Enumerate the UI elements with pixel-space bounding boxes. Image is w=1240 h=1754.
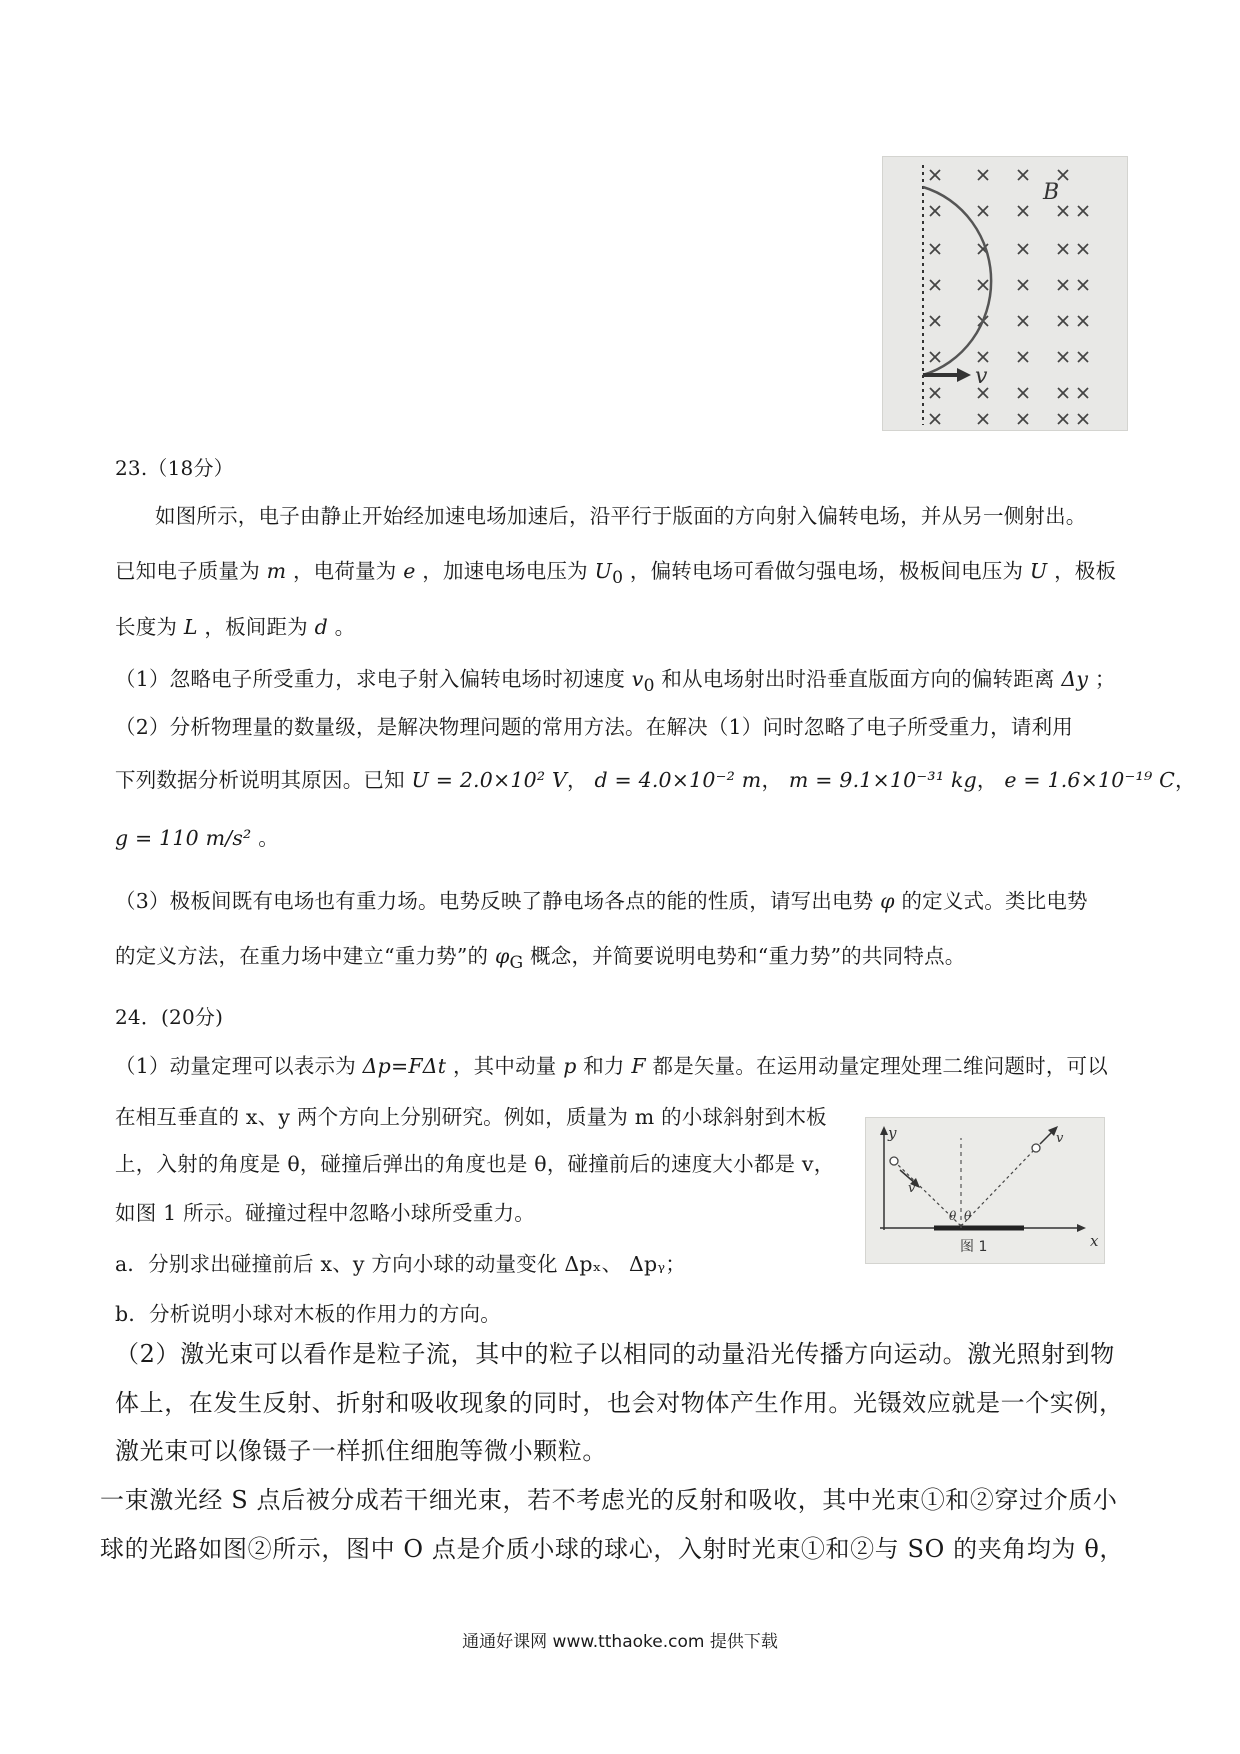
var-L: L (183, 615, 198, 639)
figure-1-caption: 图 1 (960, 1239, 988, 1255)
electron-path (923, 187, 991, 375)
label-x: x (1090, 1232, 1099, 1250)
text: 和力 (583, 1054, 625, 1078)
data-m: m = 9.1×10⁻³¹ kg (788, 768, 977, 792)
q24-sub1-line1 (115, 1051, 1108, 1081)
var-m: m (266, 559, 287, 583)
text: 。 (334, 615, 356, 639)
label-y: y (888, 1124, 897, 1142)
text: 的定义方法，在重力场中建立“重力势”的 (115, 944, 489, 968)
q23-sub2-line2 (115, 765, 1196, 795)
text: 长度为 (115, 615, 178, 639)
figure-1 (865, 1117, 1105, 1264)
ball-before (890, 1157, 898, 1165)
q23-sub1 (115, 664, 1116, 701)
q24-sub2-line5: 球的光路如图②所示，图中 O 点是介质小球的球心，入射时光束①和②与 SO 的夹角均为 θ， (100, 1535, 1124, 1563)
text: 已知电子质量为 (115, 559, 260, 583)
text: ，偏转电场可看做匀强电场，极板间电压为 (629, 559, 1024, 583)
q24-heading: 24．(20分) (115, 1005, 224, 1029)
var-phi: φ (880, 889, 895, 913)
text: ，电荷量为 (292, 559, 397, 583)
q24-sub1-a: a．分别求出碰撞前后 x、y 方向小球的动量变化 Δpₓ、 Δpᵧ； (115, 1252, 686, 1276)
text: ，其中动量 (452, 1054, 557, 1078)
q23-sub2-line3 (115, 823, 279, 853)
var-U: U (1029, 559, 1048, 583)
var-p: p (563, 1054, 577, 1078)
data-g: g = 110 m/s² (115, 826, 252, 850)
var-U0: U (594, 559, 613, 583)
ball-after (1032, 1144, 1040, 1152)
text: ，板间距为 (204, 615, 308, 639)
var-dy: Δy (1061, 667, 1089, 691)
subscript: 0 (612, 568, 624, 589)
magnetic-field-figure (882, 156, 1128, 431)
q24-sub1-line2: 在相互垂直的 x、y 两个方向上分别研究。例如，质量为 m 的小球斜射到木板 (115, 1105, 827, 1129)
q24-sub2-line1: （2）激光束可以看作是粒子流，其中的粒子以相同的动量沿光传播方向运动。激光照射到物 (115, 1340, 1115, 1368)
text: ，加速电场电压为 (422, 559, 588, 583)
text: 概念，并简要说明电势和“重力势”的共同特点。 (530, 944, 966, 968)
text: 和从电场射出时沿垂直版面方向的偏转距离 (661, 667, 1055, 691)
q24-sub1-line3: 上，入射的角度是 θ，碰撞后弹出的角度也是 θ，碰撞前后的速度大小都是 v， (115, 1152, 835, 1176)
formula-impulse: Δp=FΔt (362, 1054, 447, 1078)
label-theta-left: θ (949, 1209, 957, 1223)
text: （1）动量定理可以表示为 (115, 1054, 356, 1078)
label-theta-right: θ (964, 1209, 972, 1223)
text: （1）忽略电子所受重力，求电子射入偏转电场时初速度 (115, 667, 626, 691)
x-axis-arrow (1077, 1224, 1086, 1232)
var-d: d (314, 615, 328, 639)
label-v-in: v (908, 1181, 916, 1196)
var-v0: v (631, 667, 644, 691)
q23-paragraph-2 (115, 556, 1116, 593)
magnetic-field-diagram (883, 157, 1127, 430)
data-d: d = 4.0×10⁻² m (594, 768, 762, 792)
subscript: 0 (643, 676, 655, 697)
text: 都是矢量。在运用动量定理处理二维问题时，可以 (652, 1054, 1108, 1078)
text: ， (761, 768, 783, 792)
q24-sub2-line2: 体上，在发生反射、折射和吸收现象的同时，也会对物体产生作用。光镊效应就是一个实例， (115, 1389, 1124, 1417)
q23-heading: 23.（18分） (115, 456, 234, 480)
text: ， (976, 768, 998, 792)
q24-sub1-b: b．分析说明小球对木板的作用力的方向。 (115, 1302, 501, 1326)
y-axis-arrow (880, 1126, 888, 1135)
text: 的定义式。类比电势 (901, 889, 1088, 913)
text: ， (567, 768, 588, 792)
label-v: v (975, 364, 988, 389)
q24-sub2-line3: 激光束可以像镊子一样抓住细胞等微小颗粒。 (115, 1437, 607, 1465)
q23-paragraph-1: 如图所示，电子由静止开始经加速电场加速后，沿平行于版面的方向射入偏转电场，并从另一侧射出。 (155, 504, 1087, 528)
var-e: e (403, 559, 416, 583)
data-U: U = 2.0×10² V (411, 768, 568, 792)
label-v-out: v (1056, 1131, 1064, 1146)
data-e: e = 1.6×10⁻¹⁹ C (1004, 768, 1175, 792)
text: ，极板 (1054, 559, 1117, 583)
velocity-arrowhead (957, 368, 971, 382)
text: ， (1175, 768, 1196, 792)
q24-sub2-line4: 一束激光经 S 点后被分成若干细光束，若不考虑光的反射和吸收，其中光束①和②穿过介质小 (100, 1486, 1118, 1514)
q23-sub2-line1: （2）分析物理量的数量级，是解决物理问题的常用方法。在解决（1）问时忽略了电子所受重力，请利用 (115, 715, 1073, 739)
q24-sub1-line4: 如图 1 所示。碰撞过程中忽略小球所受重力。 (115, 1201, 535, 1225)
var-phiG: φ (494, 944, 510, 968)
label-B: B (1043, 180, 1060, 205)
reflected-path (961, 1148, 1036, 1226)
figure-1-diagram (866, 1118, 1104, 1263)
text: ； (1094, 667, 1116, 691)
var-F: F (631, 1054, 646, 1078)
text: 。 (258, 826, 279, 850)
text: （3）极板间既有电场也有重力场。电势反映了静电场各点的能的性质，请写出电势 (115, 889, 874, 913)
q23-paragraph-3 (115, 612, 355, 642)
subscript: G (509, 953, 524, 974)
field-crosses (930, 170, 1088, 424)
q23-sub3-line1 (115, 886, 1088, 916)
text: 下列数据分析说明其原因。已知 (115, 768, 405, 792)
q23-sub3-line2 (115, 941, 965, 978)
page-footer: 通通好课网 www.tthaoke.com 提供下载 (462, 1632, 778, 1652)
